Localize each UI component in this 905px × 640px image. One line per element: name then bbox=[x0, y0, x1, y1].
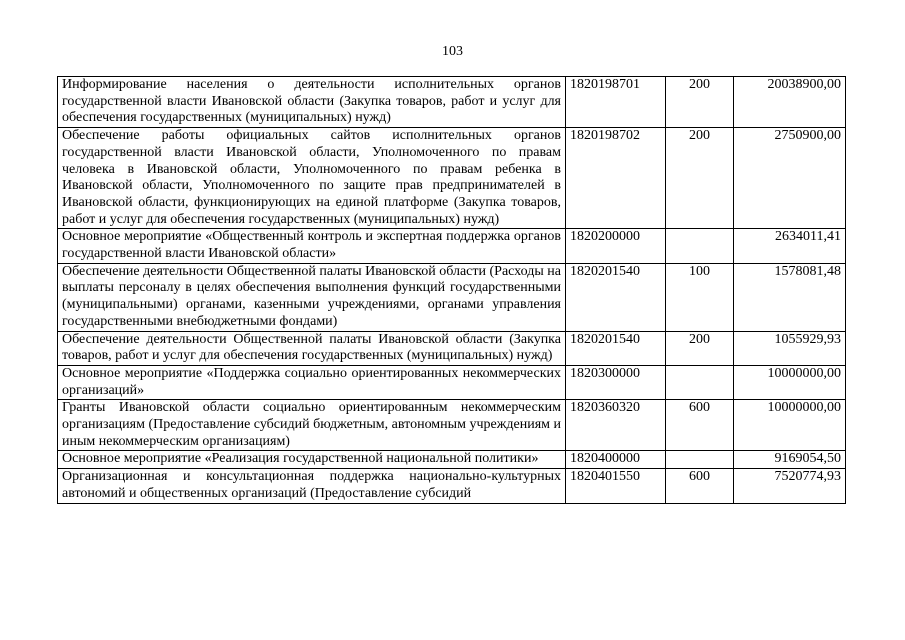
row-amount: 9169054,50 bbox=[734, 451, 846, 469]
row-expense-type: 200 bbox=[666, 128, 734, 229]
row-description: Информирование населения о деятельности исполнительных органов государственной власти Ивановской области (Закупка товаров, работ и услуг для обеспечения государственных (муниципальных) нужд) bbox=[58, 77, 566, 128]
row-target-code: 1820201540 bbox=[566, 263, 666, 331]
row-target-code: 1820200000 bbox=[566, 229, 666, 263]
table-row bbox=[58, 469, 846, 503]
row-description: Обеспечение деятельности Общественной палаты Ивановской области (Расходы на выплаты персоналу в целях обеспечения выполнения функций государственными (муниципальными) органами, казенными учреждениями, органами управления государственными внебюджетными фондами) bbox=[58, 263, 566, 331]
row-expense-type bbox=[666, 229, 734, 263]
row-description: Обеспечение деятельности Общественной палаты Ивановской области (Закупка товаров, работ и услуг для обеспечения государственных (муниципальных) нужд) bbox=[58, 331, 566, 365]
budget-table bbox=[57, 76, 846, 504]
table-row bbox=[58, 229, 846, 263]
row-description: Основное мероприятие «Общественный контроль и экспертная поддержка органов государственной власти Ивановской области» bbox=[58, 229, 566, 263]
row-amount: 1578081,48 bbox=[734, 263, 846, 331]
table-row bbox=[58, 331, 846, 365]
page-number: 103 bbox=[442, 44, 463, 59]
row-description: Организационная и консультационная поддержка национально-культурных автономий и общественных организаций (Предоставление субсидий bbox=[58, 469, 566, 503]
row-amount: 10000000,00 bbox=[734, 365, 846, 399]
table-row bbox=[58, 400, 846, 451]
row-amount: 7520774,93 bbox=[734, 469, 846, 503]
row-target-code: 1820400000 bbox=[566, 451, 666, 469]
row-description: Обеспечение работы официальных сайтов исполнительных органов государственной власти Ивановской области, Уполномоченного по правам человека в Ивановской области, Уполномоченного по правам ребенка в Ивановской области, Уполномоченного по защите прав предпринимателей в Ивановской области, функционирующих на единой платформе (Закупка товаров, работ и услуг для обеспечения государственных (муниципальных) нужд) bbox=[58, 128, 566, 229]
row-description: Основное мероприятие «Реализация государственной национальной политики» bbox=[58, 451, 566, 469]
row-target-code: 1820198701 bbox=[566, 77, 666, 128]
table-row bbox=[58, 365, 846, 399]
table-row bbox=[58, 128, 846, 229]
row-target-code: 1820300000 bbox=[566, 365, 666, 399]
row-amount: 20038900,00 bbox=[734, 77, 846, 128]
row-description: Гранты Ивановской области социально ориентированным некоммерческим организациям (Предоставление субсидий бюджетным, автономным учреждениям и иным некоммерческим организациям) bbox=[58, 400, 566, 451]
row-expense-type bbox=[666, 451, 734, 469]
row-expense-type: 600 bbox=[666, 400, 734, 451]
row-amount: 10000000,00 bbox=[734, 400, 846, 451]
row-target-code: 1820360320 bbox=[566, 400, 666, 451]
row-expense-type: 200 bbox=[666, 77, 734, 128]
row-target-code: 1820401550 bbox=[566, 469, 666, 503]
row-target-code: 1820201540 bbox=[566, 331, 666, 365]
row-amount: 1055929,93 bbox=[734, 331, 846, 365]
row-description: Основное мероприятие «Поддержка социально ориентированных некоммерческих организаций» bbox=[58, 365, 566, 399]
row-target-code: 1820198702 bbox=[566, 128, 666, 229]
row-amount: 2634011,41 bbox=[734, 229, 846, 263]
row-expense-type: 200 bbox=[666, 331, 734, 365]
table-row bbox=[58, 77, 846, 128]
row-expense-type bbox=[666, 365, 734, 399]
row-amount: 2750900,00 bbox=[734, 128, 846, 229]
table-row bbox=[58, 451, 846, 469]
row-expense-type: 600 bbox=[666, 469, 734, 503]
table-row bbox=[58, 263, 846, 331]
row-expense-type: 100 bbox=[666, 263, 734, 331]
